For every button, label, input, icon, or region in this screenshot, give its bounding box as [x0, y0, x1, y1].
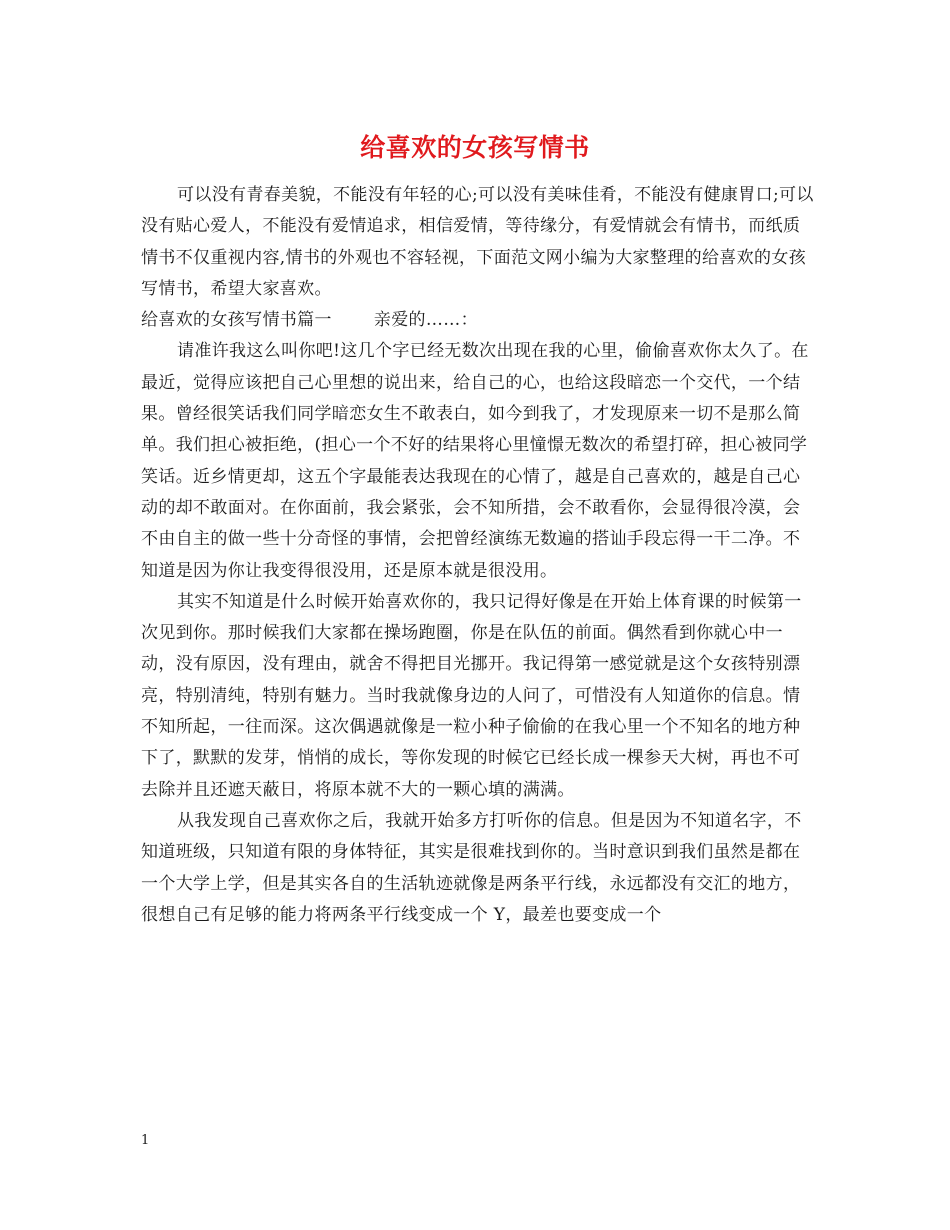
- page-number: 1: [141, 1133, 150, 1148]
- intro-paragraph: 可以没有青春美貌，不能没有年轻的心;可以没有美味佳肴，不能没有健康胃口;可以没有贴心爱人，不能没有爱情追求，相信爱情，等待缘分，有爱情就会有情书，而纸质情书不仅重视内容,情书的外观也不容轻视，下面范文网小编为大家整理的给喜欢的女孩写情书，希望大家喜欢。: [141, 185, 814, 299]
- section-heading-line: [141, 305, 816, 336]
- body-paragraph-3: 从我发现自己喜欢你之后，我就开始多方打听你的信息。但是因为不知道名字，不知道班级，只知道有限的身体特征，其实是很难找到你的。当时意识到我们虽然是都在一个大学上学，但是其实各自的生活轨迹就像是两条平行线，永远都没有交汇的地方，很想自己有足够的能力将两条平行线变成一个 Y，最差也要变成一个: [141, 810, 802, 925]
- document-title: 给喜欢的女孩写情书: [360, 133, 590, 162]
- document-body: [141, 180, 816, 931]
- body-paragraph-1: 请准许我这么叫你吧!这几个字已经无数次出现在我的心里，偷偷喜欢你太久了。在最近，觉得应该把自己心里想的说出来，给自己的心，也给这段暗恋一个交代，一个结果。曾经很笑话我们同学暗恋女生不敢表白，如今到我了，才发现原来一切不是那么简单。我们担心被拒绝，(担心一个不好的结果将心里憧憬无数次的希望打碎，担心被同学笑话。近乡情更却，这五个字最能表达我现在的心情了，越是自己喜欢的，越是自己心动的却不敢面对。在你面前，我会紧张，会不知所措，会不敢看你，会显得很冷漠，会不由自主的做一些十分奇怪的事情，会把曾经演练无数遍的搭讪手段忘得一干二净。不知道是因为你让我变得很没用，还是原本就是很没用。: [141, 341, 809, 581]
- body-paragraph-2: 其实不知道是什么时候开始喜欢你的，我只记得好像是在开始上体育课的时候第一次见到你。那时候我们大家都在操场跑圈，你是在队伍的前面。偶然看到你就心中一动，没有原因，没有理由，就舍不得把目光挪开。我记得第一感觉就是这个女孩特别漂亮，特别清纯，特别有魅力。当时我就像身边的人问了，可惜没有人知道你的信息。情不知所起，一往而深。这次偶遇就像是一粒小种子偷偷的在我心里一个不知名的地方种下了，默默的发芽，悄悄的成长，等你发现的时候它已经长成一棵参天大树，再也不可去除并且还遮天蔽日，将原本就不大的一颗心填的满满。: [141, 591, 802, 800]
- salutation: 亲爱的……：: [373, 310, 478, 331]
- section-heading: 给喜欢的女孩写情书篇一: [141, 310, 332, 331]
